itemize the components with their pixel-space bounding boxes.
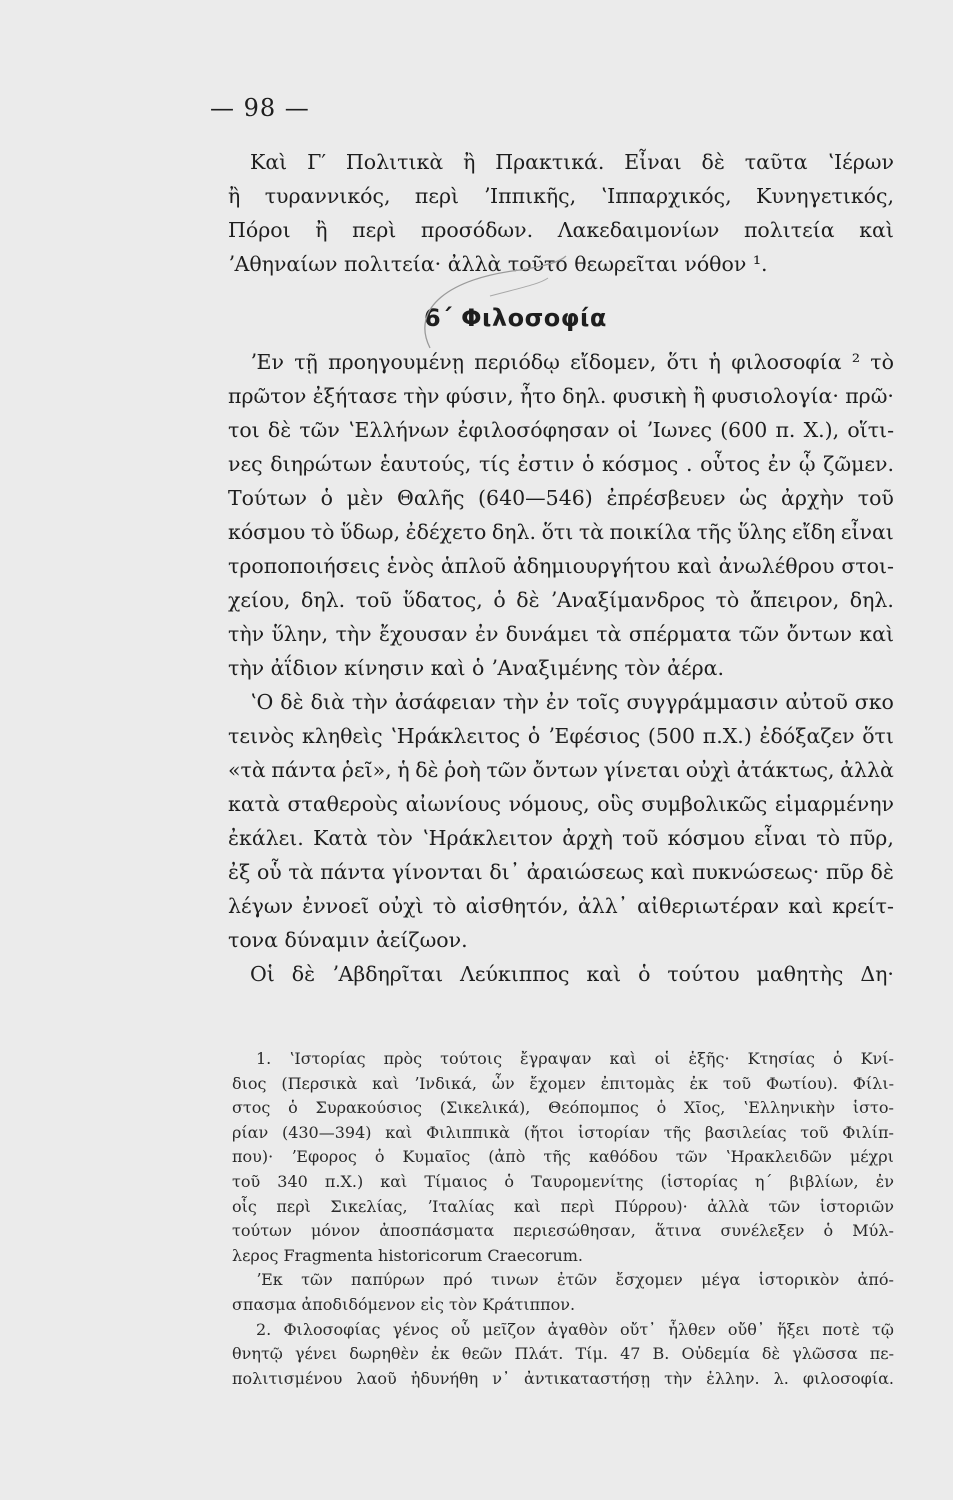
footnote-line: σπασμα ἀποδιδόμενον εἰς τὸν Κράτιππον. xyxy=(232,1294,576,1314)
footnote-line: διος (Περσικὰ καὶ ʼΙνδικά, ὧν ἔχομεν ἐπιτομὰς ἐκ τοῦ Φωτίου). Φίλι- xyxy=(232,1073,894,1093)
footnote-line: τούτων μόνον ἀποσπάσματα περιεσώθησαν, ἅτινα συνέλεξεν ὁ Μύλ- xyxy=(232,1221,894,1241)
text-line: «τὰ πάντα ῥεῖ», ἡ δὲ ῥοὴ τῶν ὄντων γίνεται οὐχὶ ἀτάκτως, ἀλλὰ xyxy=(228,758,894,782)
text-line: ἐξ οὗ τὰ πάντα γίνονται δι᾿ ἀραιώσεως καὶ πυκνώσεως· πῦρ δὲ xyxy=(228,860,894,884)
text-line: τροποποιήσεις ἑνὸς ἁπλοῦ ἀδημιουργήτου καὶ ἀνωλέθρου στοι- xyxy=(228,554,894,578)
text-line: ʼΑθηναίων πολιτεία· ἀλλὰ τοῦτο θεωρεῖται νόθον ¹. xyxy=(228,252,768,276)
footnote-line: 2. Φιλοσοφίας γένος οὗ μεῖζον ἀγαθὸν οὔτ᾿ ἦλθεν οὔθ᾿ ἥξει ποτὲ τῷ xyxy=(256,1319,894,1339)
text-line: τοι δὲ τῶν ʽΕλλήνων ἐφιλοσόφησαν οἱ ʼΙωνες (600 π. Χ.), οἵτι- xyxy=(228,418,894,442)
footnote-line: οἷς περὶ Σικελίας, ʼΙταλίας καὶ περὶ Πύρρου)· ἀλλὰ τῶν ἱστοριῶν xyxy=(232,1196,894,1216)
text-line: τὴν ἀΐδιον κίνησιν καὶ ὁ ʼΑναξιμένης τὸν ἀέρα. xyxy=(228,656,725,680)
footnote-line: που)· ʼΕφορος ὁ Κυμαῖος (ἀπὸ τῆς καθόδου τῶν ʽΗρακλειδῶν μέχρι xyxy=(232,1147,894,1167)
page-number: — 98 — xyxy=(210,94,310,122)
footnote-line: ʼΕκ τῶν παπύρων πρό τινων ἐτῶν ἔσχομεν μέγα ἱστορικὸν ἀπό- xyxy=(256,1270,894,1290)
text-line: λέγων ἐννοεῖ οὐχὶ τὸ αἰσθητόν, ἀλλ᾿ αἰθεριωτέραν καὶ κρείτ- xyxy=(228,894,894,918)
footnote-line: 1. ʽΙστορίας πρὸς τούτοις ἔγραψαν καὶ οἱ ἑξῆς· Κτησίας ὁ Κνί- xyxy=(256,1049,894,1068)
paragraph-main xyxy=(228,345,894,991)
text-line: ἢ τυραννικός, περὶ ʼΙππικῆς, ʽΙππαρχικός, Κυνηγετικός, xyxy=(228,184,894,208)
text-line: νες διηρώτων ἑαυτούς, τίς ἐστιν ὁ κόσμος . οὗτος ἐν ᾧ ζῶμεν. xyxy=(228,452,894,476)
text-line: τὴν ὕλην, τὴν ἔχουσαν ἐν δυνάμει τὰ σπέρματα τῶν ὄντων καὶ xyxy=(228,622,894,646)
text-line: κόσμου τὸ ὕδωρ, ἐδέχετο δηλ. ὅτι τὰ ποικίλα τῆς ὕλης εἴδη εἶναι xyxy=(228,520,894,544)
text-line: ἐκάλει. Κατὰ τὸν ʽΗράκλειτον ἀρχὴ τοῦ κόσμου εἶναι τὸ πῦρ, xyxy=(228,826,894,850)
paragraph-opening xyxy=(228,145,894,281)
footnote-line: στος ὁ Συρακούσιος (Σικελικά), Θεόπομπος ὁ Χῖος, ʽΕλληνικὴν ἱστο- xyxy=(232,1098,894,1118)
text-line: Πόροι ἢ περὶ προσόδων. Λακεδαιμονίων πολιτεία καὶ xyxy=(228,218,894,242)
footnote-line: θνητῷ γένει δωρηθὲν ἐκ θεῶν Πλάτ. Τίμ. 47 Β. Οὐδεμία δὲ γλῶσσα πε- xyxy=(232,1344,894,1364)
text-line: Καὶ Γ′ Πολιτικὰ ἢ Πρακτικά. Εἶναι δὲ ταῦτα ʽΙέρων xyxy=(250,150,894,174)
text-line: ʽΟ δὲ διὰ τὴν ἀσάφειαν τὴν ἐν τοῖς συγγράμμασιν αὐτοῦ σκο xyxy=(250,690,894,714)
footnotes xyxy=(232,1047,894,1391)
footnote-line: ρίαν (430—394) καὶ Φιλιππικὰ (ἤτοι ἱστορίαν τῆς βασιλείας τοῦ Φιλίπ- xyxy=(232,1122,894,1142)
text-line: τεινὸς κληθεὶς ʽΗράκλειτος ὁ ʼΕφέσιος (500 π.Χ.) ἐδόξαζεν ὅτι xyxy=(228,724,894,748)
text-line: ʼΕν τῇ προηγουμένῃ περιόδῳ εἴδομεν, ὅτι ἡ φιλοσοφία ² τὸ xyxy=(250,350,894,374)
text-line: πρῶτον ἐξήτασε τὴν φύσιν, ἦτο δηλ. φυσικὴ ἢ φυσιολογία· πρῶ· xyxy=(228,384,894,408)
text-line: χείου, δηλ. τοῦ ὕδατος, ὁ δὲ ʼΑναξίμανδρος τὸ ἄπειρον, δηλ. xyxy=(228,588,894,612)
footnote-line: πολιτισμένου λαοῦ ἠδυνήθη ν᾿ ἀντικαταστήσῃ τὴν ἑλλην. λ. φιλοσοφία. xyxy=(232,1368,894,1388)
footnote-line: τοῦ 340 π.Χ.) καὶ Τίμαιος ὁ Ταυρομενίτης (ἱστορίας η΄ βιβλίων, ἐν xyxy=(232,1171,894,1191)
text-line: Τούτων ὁ μὲν Θαλῆς (640—546) ἐπρέσβευεν ὡς ἀρχὴν τοῦ xyxy=(228,486,894,510)
text-line: κατὰ σταθεροὺς αἰωνίους νόμους, οὓς συμβολικῶς εἱμαρμένην xyxy=(228,792,894,816)
text-line: Οἱ δὲ ʼΑβδηρῖται Λεύκιππος καὶ ὁ τούτου μαθητὴς Δη· xyxy=(250,962,894,986)
section-heading: 6΄ Φιλοσοφία xyxy=(424,304,607,332)
text-line: τονα δύναμιν ἀείζωον. xyxy=(228,928,468,952)
footnote-line: λερος Fragmenta historicorum Craecorum. xyxy=(232,1245,584,1265)
